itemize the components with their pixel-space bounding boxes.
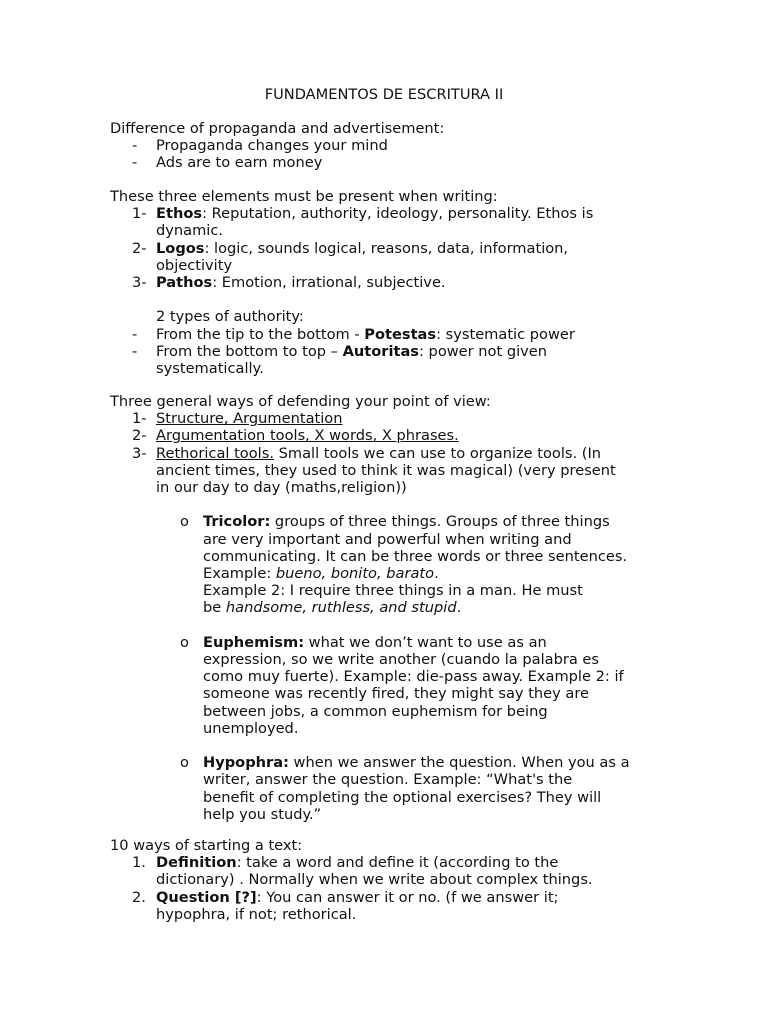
definition-text: : logic, sounds logical, reasons, data, information, <box>204 239 569 257</box>
list-item-argumentation-tools <box>110 427 670 444</box>
section-heading: Difference of propaganda and advertisement: <box>110 120 445 137</box>
bullet-circle: o <box>180 633 189 651</box>
section-heading: Three general ways of defending your point of view: <box>110 393 491 410</box>
bullet-dash: - <box>132 325 138 343</box>
list-number: 2- <box>132 239 147 257</box>
list-item-text: From the tip to the bottom - <box>156 325 365 343</box>
list-item <box>110 154 670 171</box>
list-number: 1- <box>132 410 147 428</box>
list-item-rethorical-tools <box>110 445 670 497</box>
list-item <box>110 137 670 154</box>
list-number: 1- <box>132 205 147 223</box>
list-item-text: Propaganda changes your mind <box>156 137 388 155</box>
tool-text: . <box>434 565 439 583</box>
underlined-text: Rethorical tools. <box>156 444 274 462</box>
list-item-logos <box>110 240 670 274</box>
tool-text: communicating. It can be three words or three sentences. <box>203 547 628 565</box>
term-euphemism: Euphemism: <box>203 633 305 651</box>
tool-text: Example: <box>203 565 276 583</box>
tool-text: groups of three things. Groups of three things <box>270 513 610 531</box>
tool-hypophra <box>110 754 673 823</box>
tool-text: are very important and powerful when writing and <box>203 530 572 548</box>
term-potestas: Potestas <box>364 325 437 343</box>
bullet-circle: o <box>180 754 189 772</box>
tool-text: writer, answer the question. Example: “What's the <box>203 771 573 789</box>
underlined-text: Argumentation tools, X words, X phrases. <box>156 427 459 445</box>
definition-text: objectivity <box>156 256 233 274</box>
term-pathos: Pathos <box>156 274 213 292</box>
term-logos: Logos <box>156 239 205 257</box>
bullet-dash: - <box>132 154 138 172</box>
list-item-text: hypophra, if not; rethorical. <box>156 905 357 923</box>
bullet-circle: o <box>180 513 189 531</box>
definition-text: : Reputation, authority, ideology, personality. Ethos is <box>202 205 594 223</box>
list-item-structure <box>110 410 670 427</box>
term-hypophra: Hypophra: <box>203 754 289 772</box>
bullet-dash: - <box>132 137 138 155</box>
section-elements <box>110 188 670 377</box>
tool-text: Example 2: I require three things in a man. He must <box>203 582 583 600</box>
list-item-ethos <box>110 205 670 239</box>
section-heading: 10 ways of starting a text: <box>110 837 303 854</box>
tool-euphemism <box>110 634 673 737</box>
list-item-text: : power not given <box>419 342 548 360</box>
list-item-text: ancient times, they used to think it was magical) (very present <box>156 461 616 479</box>
tool-text: when we answer the question. When you as a <box>288 754 630 772</box>
term-autoritas: Autoritas <box>342 342 419 360</box>
tool-text: what we don’t want to use as an <box>304 633 547 651</box>
definition-text: : Emotion, irrational, subjective. <box>212 274 446 292</box>
list-item-text: : You can answer it or no. (f we answer it; <box>256 888 559 906</box>
subsection-heading: 2 types of authority: <box>156 308 304 326</box>
tool-text: benefit of completing the optional exercises? They will <box>203 788 602 806</box>
term-tricolor: Tricolor: <box>203 513 271 531</box>
section-starting-text <box>110 837 670 923</box>
list-item-text: : systematic power <box>436 325 575 343</box>
term-definition: Definition <box>156 854 237 872</box>
list-item-text: Ads are to earn money <box>156 154 323 172</box>
list-item-text: dictionary) . Normally when we write about complex things. <box>156 871 593 889</box>
bullet-dash: - <box>132 342 138 360</box>
section-heading: These three elements must be present when writing: <box>110 188 498 205</box>
tool-text: como muy fuerte). Example: die-pass away. Example 2: if <box>203 668 624 686</box>
list-item-definition <box>110 854 670 888</box>
list-number: 2- <box>132 427 147 445</box>
list-item-text: : take a word and define it (according to the <box>236 854 559 872</box>
section-defending <box>110 393 670 823</box>
tool-text: help you study.” <box>203 805 322 823</box>
term-question: Question [?] <box>156 888 257 906</box>
list-number: 3- <box>132 274 147 292</box>
tool-tricolor <box>110 513 673 616</box>
tool-text: . <box>456 599 462 617</box>
list-number: 2. <box>132 888 146 906</box>
tool-text: someone was recently fired, they might say they are <box>203 685 590 703</box>
tool-text: expression, so we write another (cuando la palabra es <box>203 651 600 669</box>
list-number: 3- <box>132 444 147 462</box>
list-item-autoritas <box>110 343 670 377</box>
example-italic: handsome, ruthless, and stupid <box>225 599 457 617</box>
list-item-potestas <box>110 326 670 343</box>
list-item-text: From the bottom to top – <box>156 342 343 360</box>
underlined-text: Structure, Argumentation <box>156 410 343 428</box>
list-item-text: in our day to day (maths,religion)) <box>156 479 407 497</box>
tool-text: between jobs, a common euphemism for being <box>203 702 548 720</box>
list-number: 1. <box>132 854 146 872</box>
section-propaganda <box>110 120 670 172</box>
term-ethos: Ethos <box>156 205 203 223</box>
list-item-text: systematically. <box>156 360 264 378</box>
definition-text: dynamic. <box>156 222 224 240</box>
list-item-pathos <box>110 274 670 291</box>
tool-text: be <box>203 599 226 617</box>
list-item-text: Small tools we can use to organize tools. (In <box>273 444 602 462</box>
document-title: FUNDAMENTOS DE ESCRITURA II <box>264 86 504 103</box>
tool-text: unemployed. <box>203 719 299 737</box>
example-italic: bueno, bonito, barato <box>275 565 435 583</box>
list-item-question <box>110 889 670 923</box>
